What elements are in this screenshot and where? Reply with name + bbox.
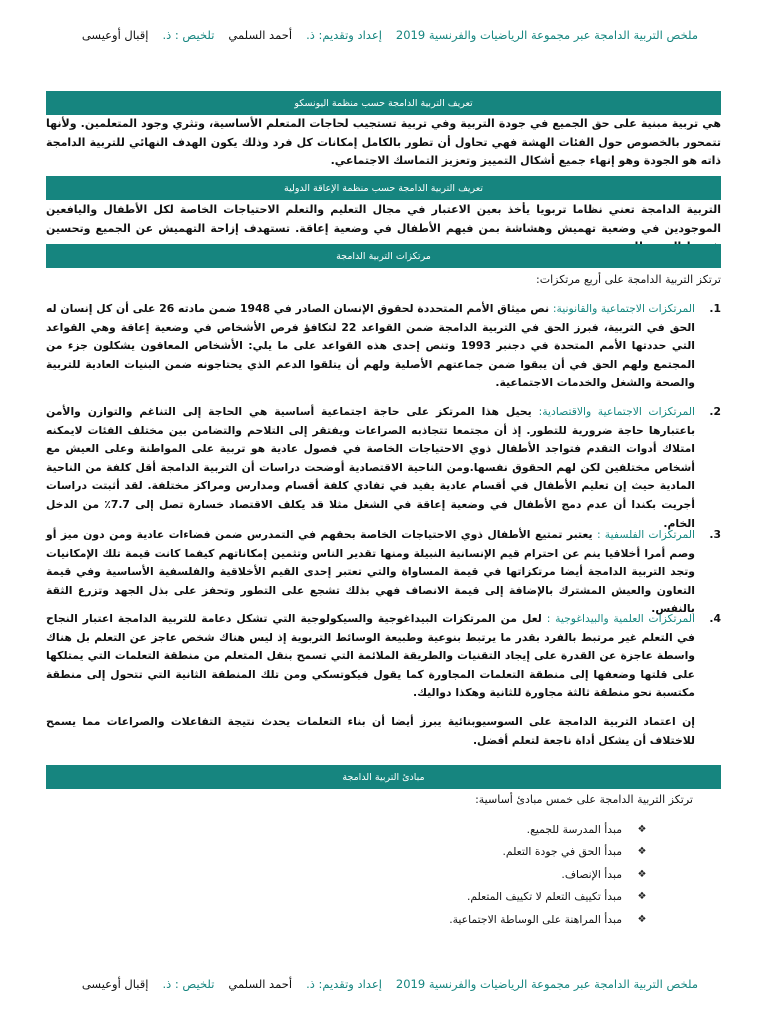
section-title-disability-org: تعريف التربية الدامجة حسب منظمة الإعاقة الدولية [46, 176, 721, 200]
principle-text: مبدأ المدرسة للجميع. [526, 822, 622, 836]
principle-item [449, 818, 648, 841]
principles-intro: ترتكز التربية الدامجة على خمس مبادئ أساسية: [475, 793, 693, 806]
header-prep-label: إعداد وتقديم: ذ. [306, 28, 382, 42]
footer-title: ملخص التربية الدامجة عبر مجموعة الرياضيات والفرنسية 2019 [395, 977, 698, 991]
pillar-label: المرتكزات العلمية والبيداغوجية : [546, 612, 695, 625]
pillar-text: يحيل هذا المرتكز على حاجة اجتماعية أساسية هي الحاجة إلى التناغم والتوازن والأمن باعتبارها حاجة ضرورية للتطور. إذ أن مجتمعا تتجاذبه الصراعات ويفتقر إلى التلاحم والتضامن بين مختلف الفئات لايمكنه امتلاك أدوات التقدم فتواجد الأطفال ذوي الاحتياجات الخاصة في فصول عادية هو تربية على المواطنة وعلى العيش مع أشخاص مختلفين لكن لهم الحقوق نفسها.ومن الناحية الاقتصادية أوضحت دراسات أن التربية الدامجة أقل كلفة من الناحية المادية حيث إن تعليم الأطفال في أقسام عادية يفيد في تفادي كلفة أقسام ومدارس ومراكز مختلفة. لقد أثبتت دراسات أجريت بكندا أن عدم دمج الأطفال في وضعية إعاقة في الشغل مثلا قد يكلف الاقتصاد خسارة تصل إلى 7.7٪ من الدخل الخام. [46, 405, 695, 530]
pillar-number: 2. [709, 405, 721, 418]
principle-item [449, 863, 648, 886]
pillars-followup: إن اعتماد التربية الدامجة على السوسيوبنائية يبرز أيضا أن بناء التعلمات يحدث نتيجة التفاعلات والصراعات مما يسمح للاختلاف أن يشكل أداة ناجعة لتعلم أفضل. [46, 715, 695, 747]
principle-item [449, 908, 648, 931]
pillar-text: لعل من المرتكزات البيداغوجية والسيكولوجية التي تشكل دعامة للتربية الدامجة اعتبار النجاح في التعلم غير مرتبط بالفرد بقدر ما يرتبط بنوعية وطبيعة الوسائط التربوية إذ ليس هناك شخص عاجز عن التعلم بل هناك واسطة عاجزة عن القدرة على إيجاد التقنيات والطريقة الملائمة التي تسمح بنقل المتعلم من منطقة التعلمات التي يمتلكها على قلتها وضعفها إلى منطقة التعلمات المجاورة كما يقول فيكوتسكي ومن تلك المنطقة الثانية التي تتحول إلى منطقة مكتسبة نحو منطقة ثالثة مجاورة للثانية وهكذا دواليك. [46, 612, 695, 700]
pillar-text: نص ميثاق الأمم المتحددة لحقوق الإنسان الصادر في 1948 ضمن مادته 26 على أن كل إنسان له الحق في التربية، فبرز الحق في التربية الدامجة ضمن القواعد 22 لتكافؤ فرص الأشخاص في وضعية إعاقة وهي القواعد التي حددتها الأمم المتحدة في دجنبر 1993 وتنص إحدى هذه القواعد على ما يلي: الأشخاص المعاقون يشكلون جزء من المجتمع ولهم الحق في أن يبقوا ضمن جماعتهم الأصلية ولهم أن يتلقوا الدعم الذي يحتاجونه ضمن البنيات العادية للتربية والصحة والشغل والخدمات الاجتماعية. [46, 302, 695, 390]
section-title-unesco: تعريف التربية الدامجة حسب منظمة اليونسكو [46, 91, 721, 115]
principle-text: مبدأ تكييف التعلم لا تكييف المتعلم. [466, 890, 622, 904]
pillar-label: المرتكزات الاجتماعية والاقتصادية: [538, 405, 695, 418]
unesco-definition: هي تربية مبنية على حق الجميع في جودة التربية وفي تربية تستجيب لحاجات المتعلم الأساسية، وتثري وجود المتعلمين. ولأنها تتمحور بالخصوص حول الفئات الهشة فهي تحاول أن تطور بالكامل إمكانات كل فرد وذلك يكون الهدف النهائي للتربية الدامجة ذاته هو الجودة وهو إنهاء جميع أشكال التمييز وتعزيز التماسك الاجتماعي. [46, 117, 721, 168]
pillar-item-3 [46, 526, 721, 619]
pillar-item-2 [46, 403, 721, 533]
header-title: ملخص التربية الدامجة عبر مجموعة الرياضيات والفرنسية 2019 [395, 28, 698, 42]
pillar-number: 1. [709, 302, 721, 315]
diamond-bullet-icon: ❖ [637, 891, 647, 903]
header-summary-label: تلخيص : ذ. [162, 28, 215, 42]
page-footer [60, 977, 698, 991]
principle-text: مبدأ الحق في جودة التعلم. [502, 845, 622, 859]
diamond-bullet-icon: ❖ [637, 913, 647, 925]
diamond-bullet-icon: ❖ [637, 846, 647, 858]
pillar-number: 3. [709, 528, 721, 541]
principle-text: مبدأ المراهنة على الوساطة الاجتماعية. [449, 912, 622, 926]
pillar-label: المرتكزات الفلسفية : [597, 528, 695, 541]
pillar-label: المرتكزات الاجتماعية والقانونية: [552, 302, 696, 315]
header-prep-name: أحمد السلمي [228, 28, 293, 42]
principle-item [449, 886, 648, 909]
header-summary-name: إقبال أوعيسى [81, 28, 149, 42]
diamond-bullet-icon: ❖ [637, 823, 647, 835]
principle-item [449, 841, 648, 864]
pillars-intro: ترتكز التربية الدامجة على أربع مرتكزات: [536, 273, 721, 286]
pillar-item-4 [46, 610, 721, 703]
page-header [60, 28, 698, 42]
section-title-principles: مبادئ التربية الدامجة [46, 765, 721, 789]
principles-list [449, 818, 648, 931]
pillar-text: يعتبر تمتيع الأطفال ذوي الاحتياجات الخاصة بحقهم في التمدرس ضمن فضاءات عادية ومن دون ميز أو وصم أمرا أخلاقيا ينم عن احترام قيم الإنسانية النبيلة ومنها تقدير الناس وتثمين إمكاناتهم كيفما كانت قيمة تلك الإمكانيات وتجد التربية الدامجة أيضا مرتكزاتها في قيمة المساواة والتي تعتبر إحدى القيم الأخلاقية والفلسفية الأساسية وفي قيمة التعاون والعيش المشترك بالإضافة إلى قيمة الانصاف فهي بذلك تشجع على التطور وتحفز على بذل الجهد وتزرع الثقة بالنفس. [46, 528, 695, 616]
footer-summary-name: إقبال أوعيسى [81, 977, 149, 991]
footer-prep-name: أحمد السلمي [228, 977, 293, 991]
diamond-bullet-icon: ❖ [637, 868, 647, 880]
principle-text: مبدأ الإنصاف. [561, 867, 622, 881]
section-title-pillars: مرتكزات التربية الدامجة [46, 244, 721, 268]
disability-org-definition: التربية الدامجة تعني نظاما تربويا يأخذ بعين الاعتبار في مجال التعليم والتعلم الاحتياجات الخاصة لكل الأطفال واليافعين الموجودين في وضعية تهميش وهشاشة بمن فيهم الأطفال في وضعية إعاقة. تستهدف إزاحة التهميش عن الجميع وتحسين [46, 203, 721, 235]
pillar-item-1 [46, 300, 721, 393]
footer-summary-label: تلخيص : ذ. [162, 977, 215, 991]
pillar-number: 4. [709, 612, 721, 625]
footer-prep-label: إعداد وتقديم: ذ. [306, 977, 382, 991]
